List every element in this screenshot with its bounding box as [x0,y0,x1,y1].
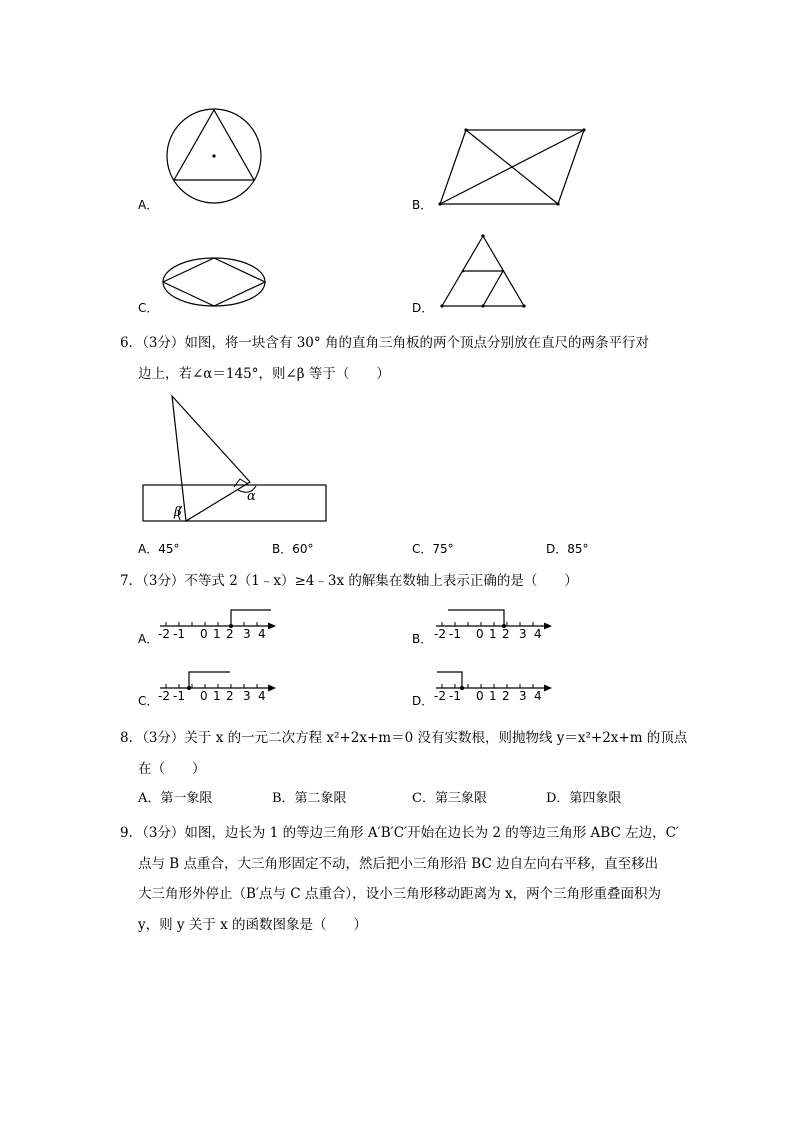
q5-figure-a [160,104,270,204]
q9-stem-line3: 大三角形外停止（B′点与 C 点重合），设小三角形移动距离为 x，两个三角形重叠面积为 [138,886,662,902]
q7-option-c-label: C． [138,694,159,708]
tick-label: -2 [158,627,170,641]
q5-option-a-label[interactable]: A． [138,198,159,212]
q6-alpha-label: α [247,489,256,504]
q6-figure [138,392,338,532]
tick-label: -2 [158,689,170,703]
tick-label: 1 [213,627,221,641]
tick-label: 4 [534,627,542,641]
tick-label: 1 [489,689,497,703]
q8-option-d[interactable]: D．第四象限 [546,791,622,806]
q9-stem-line1: 9．（3分）如图，边长为 1 的等边三角形 A′B′C′开始在边长为 2 的等边三角形 ABC 左边，C′ [120,825,679,841]
tick-label: 3 [243,627,251,641]
q8-option-c[interactable]: C．第三象限 [412,791,487,806]
q5-figure-d [440,234,530,310]
tick-label: 4 [258,627,266,641]
q7-stem: 7．（3分）不等式 2（1﹣x）≥4﹣3x 的解集在数轴上表示正确的是（ ） [120,573,578,589]
tick-label: -1 [173,627,185,641]
tick-label: 0 [476,689,484,703]
q5-option-d-label[interactable]: D． [412,301,434,315]
q5-option-b-label[interactable]: B． [412,198,433,212]
q6-beta-label: β [174,505,182,520]
tick-label: 3 [243,689,251,703]
q7-option-d-label: D． [412,694,434,708]
q5-option-c-label[interactable]: C． [138,301,159,315]
q6-option-b[interactable]: B．60° [272,542,314,556]
tick-label: 0 [200,627,208,641]
q7-option-a-label: A． [138,632,159,646]
tick-label: 2 [502,627,510,641]
tick-label: -2 [434,627,446,641]
q9-stem-line2: 点与 B 点重合，大三角形固定不动，然后把小三角形沿 BC 边自左向右平移，直至移出 [138,856,659,872]
tick-label: -2 [434,689,446,703]
tick-label: 3 [519,689,527,703]
q8-option-a[interactable]: A．第一象限 [138,791,213,806]
q7-option-b-label: B． [412,632,433,646]
q9-stem-line4: y，则 y 关于 x 的函数图象是（ ） [138,917,368,933]
q6-option-a[interactable]: A．45° [138,542,180,556]
tick-label: 0 [200,689,208,703]
tick-label: -1 [173,689,185,703]
q8-stem-line1: 8．（3分）关于 x 的一元二次方程 x²+2x+m＝0 没有实数根，则抛物线 y＝x²+2x+m 的顶点 [120,730,688,746]
tick-label: 1 [213,689,221,703]
tick-label: 3 [519,627,527,641]
tick-label: 1 [489,627,497,641]
tick-label: 0 [476,627,484,641]
tick-label: 4 [534,689,542,703]
q5-figure-c [160,254,270,314]
tick-label: 4 [258,689,266,703]
q6-stem-line1: 6．（3分）如图，将一块含有 30° 角的直角三角板的两个顶点分别放在直尺的两条平行对 [120,335,649,351]
tick-label: -1 [449,689,461,703]
q5-figure-b [440,128,590,208]
tick-label: 2 [226,689,234,703]
q6-stem-line2: 边上，若∠α＝145°，则∠β 等于（ ） [138,366,390,382]
q6-option-d[interactable]: D．85° [546,542,589,556]
q8-option-b[interactable]: B．第二象限 [272,791,347,806]
tick-label: 2 [502,689,510,703]
tick-label: 2 [226,627,234,641]
tick-label: -1 [449,627,461,641]
q6-option-c[interactable]: C．75° [412,542,454,556]
q8-stem-line2: 在（ ） [138,761,206,777]
